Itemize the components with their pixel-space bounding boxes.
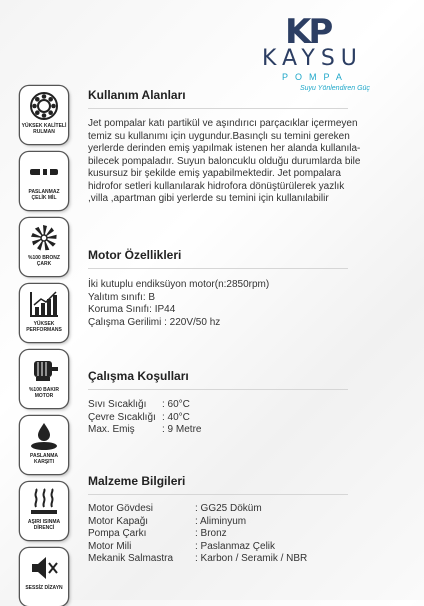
motor-line: Çalışma Gerilimi : 220V/50 hz [88, 316, 221, 328]
material-key: Motor Gövdesi [88, 503, 154, 514]
usage-line: bilecek pompaladır. Suyun baloncuklu olduğu durumlarda bile [88, 155, 361, 167]
logo-name: KAYSU [262, 46, 363, 71]
badge-label: YÜKSEK PERFORMANS [26, 321, 62, 333]
motor-line: Koruma Sınıfı: IP44 [88, 304, 176, 315]
usage-line: Jet pompalar katı partikül ve aşındırıcı parçacıklar içermeyen [88, 118, 358, 129]
material-value: : Karbon / Seramik / NBR [195, 553, 308, 564]
materials-table [88, 503, 307, 566]
material-value: : Aliminyum [195, 515, 247, 527]
material-row [88, 516, 307, 529]
usage-line: kusursuz bir şekilde emiş yapabilmektedir. Jet pompalara [88, 168, 341, 179]
usage-title: Kullanım Alanları [88, 88, 186, 102]
badge-label: SESSİZ DİZAYN [25, 585, 63, 591]
water-drop-icon [28, 421, 60, 451]
condition-value: : 40°C [162, 411, 190, 423]
conditions-title: Çalışma Koşulları [88, 369, 189, 383]
divider [88, 389, 348, 390]
material-value: : Paslanmaz Çelik [195, 540, 276, 552]
material-row [88, 528, 307, 541]
copper-motor-icon [28, 355, 60, 385]
condition-key: Sıvı Sıcaklığı [88, 399, 147, 410]
divider [88, 268, 348, 269]
motor-specs [88, 279, 269, 329]
divider [88, 494, 348, 495]
condition-row [88, 412, 201, 425]
badge-bearing [20, 86, 68, 144]
badge-label: YÜKSEK KALİTELİ RULMAN [21, 123, 67, 135]
material-row [88, 503, 307, 516]
brand-logo [0, 6, 424, 96]
material-key: Mekanik Salmastra [88, 553, 174, 564]
badge-impeller [20, 218, 68, 276]
motor-title: Motor Özellikleri [88, 248, 182, 262]
badge-label: AŞIRI ISINMA DİRENCİ [27, 519, 61, 531]
logo-mark: KP [285, 12, 331, 52]
badge-copper-motor [20, 350, 68, 408]
material-row [88, 541, 307, 554]
bearing-icon [28, 91, 60, 121]
usage-text [88, 118, 408, 206]
condition-key: Çevre Sıcaklığı [88, 411, 156, 423]
condition-value: : 9 Metre [162, 424, 202, 435]
badge-label: %100 BRONZ ÇARK [28, 255, 60, 267]
motor-line: Yalıtım sınıfı: B [88, 291, 156, 303]
motor-line: İki kutuplu endiksüyon motor(n:2850rpm) [88, 279, 270, 290]
materials-title: Malzeme Bilgileri [88, 474, 186, 488]
material-value: : Bronz [195, 528, 227, 539]
badge-label: %100 BAKIR MOTOR [28, 387, 59, 399]
logo-subtitle: POMPA [282, 72, 349, 82]
condition-key: Max. Emiş [88, 424, 135, 435]
divider [88, 108, 348, 109]
condition-value: : 60°C [162, 399, 190, 410]
mute-speaker-icon [28, 553, 60, 583]
material-row [88, 553, 307, 566]
badge-shaft [20, 152, 68, 210]
heat-waves-icon [28, 487, 60, 517]
badge-silent [20, 548, 68, 606]
badge-heat-resistance [20, 482, 68, 540]
condition-row [88, 424, 201, 437]
badge-anti-rust [20, 416, 68, 474]
material-value: : GG25 Döküm [195, 503, 262, 514]
shaft-icon [28, 157, 60, 187]
material-key: Motor Mili [88, 540, 132, 552]
usage-line: yerlerde derinden emiş yapılmak istenen her alanda kullanıla- [88, 143, 361, 154]
badge-performance [20, 284, 68, 342]
usage-line: hidrofor setleri kullanılarak hidrofora dönüştürülerek yazlık [88, 180, 345, 192]
badge-label: PASLANMAZ ÇELİK MİL [28, 189, 60, 201]
condition-row [88, 399, 201, 412]
material-key: Motor Kapağı [88, 515, 149, 527]
usage-line: ,villa ,apartman gibi yerlerde su temini için kullanılabilir [88, 193, 329, 204]
material-key: Pompa Çarkı [88, 528, 147, 539]
conditions-table [88, 399, 201, 437]
impeller-icon [28, 223, 60, 253]
badge-label: PASLANMA KARŞITI [30, 453, 58, 465]
performance-chart-icon [28, 289, 60, 319]
usage-line: temiz su kullanımı için uygundur.Basınçlı su temini gereken [88, 130, 350, 142]
logo-slogan: Suyu Yönlendiren Güç [300, 85, 370, 92]
